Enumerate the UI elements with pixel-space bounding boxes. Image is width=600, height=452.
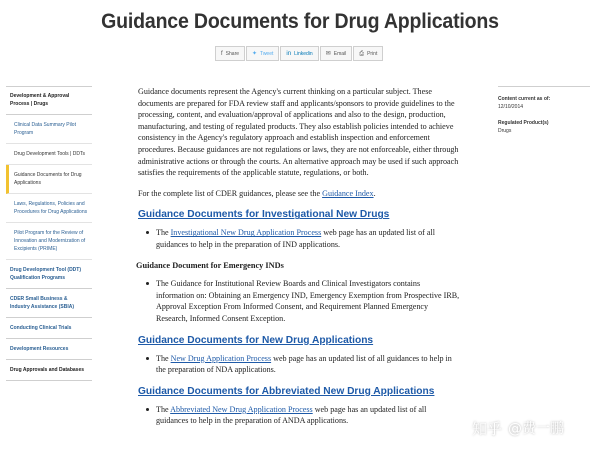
ind-process-link[interactable]: Investigational New Drug Application Process <box>170 228 322 238</box>
share-twitter-button[interactable] <box>246 46 279 61</box>
list-item-text: The <box>156 353 171 363</box>
share-facebook-label: Share <box>225 50 240 57</box>
emergency-list <box>146 278 460 324</box>
share-linkedin-button[interactable] <box>280 46 318 61</box>
anda-process-link[interactable]: Abbreviated New Drug Application Process <box>170 404 313 414</box>
list-item <box>146 227 460 250</box>
page-meta <box>498 86 590 144</box>
nda-list <box>146 353 460 376</box>
list-item: The Guidance for Institutional Review Boards and Clinical Investigators contains information on: Obtaining an Emergency IND, Emergency Exemption from Prospective IRB, Approval Exception From Informed Consent, and Requirement Planned Emergency Research, Informed Consent Exception. <box>146 278 460 324</box>
complete-list-paragraph <box>138 188 460 200</box>
envelope-icon: ✉ <box>325 50 331 57</box>
share-linkedin-label: Linkedin <box>294 50 313 57</box>
anda-list <box>146 404 460 427</box>
sidebar-item-prime-pilot[interactable]: Pilot Program for the Review of Innovation and Modernization of Excipients (PRIME) <box>6 223 92 260</box>
content-current-date: 12/10/2014 <box>498 104 524 110</box>
watermark <box>472 416 600 440</box>
guidance-index-link[interactable]: Guidance Index <box>322 188 374 198</box>
sidebar-item-drug-development-tools[interactable]: Drug Development Tools | DDTs <box>6 144 92 165</box>
linkedin-icon: in <box>286 50 292 57</box>
sidebar-item-clinical-data-summary[interactable]: Clinical Data Summary Pilot Program <box>6 115 92 144</box>
share-email-button[interactable] <box>320 46 353 61</box>
section-heading-nda[interactable]: Guidance Documents for New Drug Applications <box>138 334 374 346</box>
sidebar-item-drug-approvals[interactable]: Drug Approvals and Databases <box>6 360 92 381</box>
page-title: Guidance Documents for Drug Applications <box>101 10 499 33</box>
sidebar-heading[interactable]: Development & Approval Process | Drugs <box>6 86 92 115</box>
nda-process-link[interactable]: New Drug Application Process <box>170 353 272 363</box>
regulated-products-value: Drugs <box>498 128 512 134</box>
list-item-text: The <box>156 404 171 414</box>
list-item-text: The <box>156 228 171 238</box>
intro-paragraph: Guidance documents represent the Agency's current thinking on a particular subject. These documents are prepared for FDA review staff and applicants/sponsors to provide guidelines to the processing, content, and evaluation/approval of applications and also to the design, production, manufacturing, and testing of regulated products. They also establish policies intended to achieve consistency in the Agency's regulatory approach and establish inspection and enforcement procedures. Because guidances are not regulations or laws, they are not enforceable, either through administrative actions or through the courts. An alternative approach may be used if such approach satisfies the requirements of the applicable statute, regulations, or both. <box>138 87 459 178</box>
complete-list-prefix: For the complete list of CDER guidances, please see the <box>138 188 323 198</box>
print-label: Print <box>367 50 378 57</box>
sidebar-item-clinical-trials[interactable]: Conducting Clinical Trials <box>6 318 92 339</box>
sidebar-item-laws-regulations[interactable]: Laws, Regulations, Policies and Procedures for Drug Applications <box>6 194 92 223</box>
share-toolbar <box>215 46 384 61</box>
regulated-products-label: Regulated Product(s) <box>498 120 549 126</box>
list-item-text: web page has an updated list of all guidances to help in the preparation of NDA applications. <box>156 353 452 375</box>
sidebar-item-development-resources[interactable]: Development Resources <box>6 339 92 360</box>
watermark-site: 知乎 <box>472 419 503 438</box>
share-twitter-label: Tweet <box>260 50 274 57</box>
complete-list-suffix: . <box>373 188 376 198</box>
main-content <box>138 86 460 436</box>
emergency-heading: Guidance Document for Emergency INDs <box>136 260 284 270</box>
section-heading-ind[interactable]: Guidance Documents for Investigational New Drugs <box>138 209 390 221</box>
content-current-label: Content current as of: <box>498 96 551 102</box>
ind-list <box>146 227 460 250</box>
list-item <box>146 404 460 427</box>
sidebar-item-ddt-qualification[interactable]: Drug Development Tool (DDT) Qualification Programs <box>6 260 92 289</box>
sidebar-item-cder-sbia[interactable]: CDER Small Business & Industry Assistance (SBIA) <box>6 289 92 318</box>
sidebar-item-guidance-documents[interactable]: Guidance Documents for Drug Applications <box>6 165 92 194</box>
print-button[interactable] <box>353 46 383 61</box>
watermark-user: @费一鹏 <box>508 421 565 437</box>
twitter-icon: ✦ <box>252 50 258 57</box>
printer-icon: ⎙ <box>359 50 365 57</box>
facebook-icon: f <box>221 50 223 57</box>
section-heading-anda[interactable]: Guidance Documents for Abbreviated New Drug Applications <box>138 385 435 397</box>
list-item-text: web page has an updated list of all guidances to help in the preparation of IND applications. <box>156 228 435 249</box>
sidebar-nav <box>6 86 92 381</box>
share-email-label: Email <box>333 50 347 57</box>
list-item <box>146 353 460 376</box>
list-item-text: web page has an updated list of all guidances to help in the preparation of ANDA applications. <box>156 404 427 426</box>
share-facebook-button[interactable] <box>215 46 245 61</box>
